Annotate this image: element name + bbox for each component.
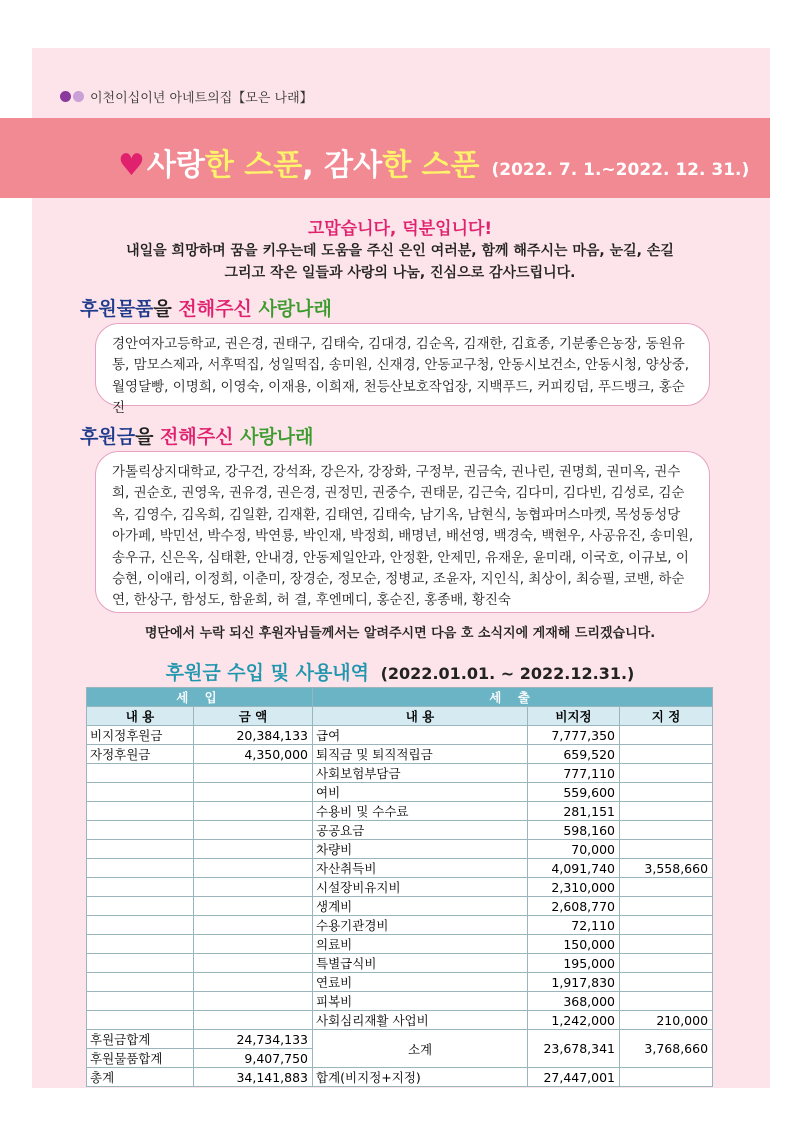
income-item [87, 973, 194, 992]
goods-total-label: 후원물품합계 [87, 1049, 194, 1068]
table-row [87, 954, 713, 973]
table-row [87, 916, 713, 935]
expense-unassigned: 70,000 [528, 840, 620, 859]
income-amount [194, 859, 313, 878]
expense-unassigned: 150,000 [528, 935, 620, 954]
combined-total-label: 합계(비지정+지정) [313, 1068, 528, 1087]
expense-unassigned: 281,151 [528, 802, 620, 821]
income-item: 비지정후원금 [87, 726, 194, 745]
finance-table [86, 687, 713, 1087]
expense-item: 시설장비유지비 [313, 878, 528, 897]
money-heading: 후원금 을 전해주신 사랑나래 [80, 426, 314, 448]
expense-item: 사회심리재활 사업비 [313, 1011, 528, 1030]
expense-item: 연료비 [313, 973, 528, 992]
goods-total-value: 9,407,750 [194, 1049, 313, 1068]
series-label [60, 87, 313, 106]
bullet-dot-dark [60, 91, 71, 102]
income-header: 세 입 [87, 688, 313, 707]
finance-title: 후원금 수입 및 사용내역 (2022.01.01. ~ 2022.12.31.) [165, 662, 635, 684]
series-text: 이천이십이년 아네트의집【모은 나래】 [90, 91, 313, 106]
intro-line-2: 그리고 작은 일들과 사랑의 나눔, 진심으로 감사드립니다. [224, 265, 576, 281]
table-row [87, 821, 713, 840]
column-header: 비지정 [528, 707, 620, 726]
income-amount [194, 992, 313, 1011]
thanks-heading: 고맙습니다, 덕분입니다! [307, 219, 493, 239]
table-row [87, 726, 713, 745]
expense-unassigned: 777,110 [528, 764, 620, 783]
goods-donor-list: 경안여자고등학교, 권은경, 권태구, 김태숙, 김대경, 김순옥, 김재한, 김효종, 기분좋은농장, 동원유통, 맘모스제과, 서후떡집, 성일떡집, 송미원, 신재경, 안동교구청, 안동시보건소, 안동시청, 양상중, 월영달빵, 이명희, 이영숙, 이재용, 이희재, 천등산보호작업장, 지백푸드, 커피킹덤, 푸드뱅크, 홍순진 [95, 323, 710, 406]
income-amount [194, 802, 313, 821]
table-row [87, 897, 713, 916]
expense-item: 사회보험부담금 [313, 764, 528, 783]
expense-item: 급여 [313, 726, 528, 745]
expense-assigned [620, 764, 713, 783]
table-row [87, 783, 713, 802]
income-amount: 20,384,133 [194, 726, 313, 745]
expense-unassigned: 598,160 [528, 821, 620, 840]
expense-assigned [620, 783, 713, 802]
grand-total-label: 총계 [87, 1068, 194, 1087]
expense-item: 퇴직금 및 퇴직적립금 [313, 745, 528, 764]
expense-item: 공공요금 [313, 821, 528, 840]
grand-total-value: 34,141,883 [194, 1068, 313, 1087]
expense-assigned [620, 745, 713, 764]
income-amount [194, 916, 313, 935]
income-item: 자정후원금 [87, 745, 194, 764]
income-item [87, 878, 194, 897]
expense-item: 자산취득비 [313, 859, 528, 878]
income-amount [194, 878, 313, 897]
income-item [87, 935, 194, 954]
expense-item: 여비 [313, 783, 528, 802]
table-row [87, 745, 713, 764]
table-row [87, 973, 713, 992]
expense-unassigned: 2,310,000 [528, 878, 620, 897]
notice-text: 명단에서 누락 되신 후원자님들께서는 알려주시면 다음 호 소식지에 게재해 드리겠습니다. [144, 626, 656, 641]
income-amount [194, 783, 313, 802]
income-amount: 4,350,000 [194, 745, 313, 764]
table-row [87, 802, 713, 821]
heart-icon: ♥ [118, 148, 145, 183]
expense-item: 생계비 [313, 897, 528, 916]
table-row [87, 840, 713, 859]
income-amount [194, 935, 313, 954]
main-title [118, 140, 749, 184]
expense-assigned [620, 954, 713, 973]
expense-unassigned: 72,110 [528, 916, 620, 935]
income-item [87, 1011, 194, 1030]
income-item [87, 954, 194, 973]
income-amount [194, 954, 313, 973]
expense-assigned [620, 935, 713, 954]
income-item [87, 916, 194, 935]
expense-unassigned: 7,777,350 [528, 726, 620, 745]
income-item [87, 840, 194, 859]
table-row [87, 1011, 713, 1030]
bullet-dot-light [73, 91, 84, 102]
title-word: 사랑 [146, 148, 205, 183]
expense-assigned [620, 973, 713, 992]
subtotal-unassigned: 23,678,341 [528, 1030, 620, 1068]
expense-item: 의료비 [313, 935, 528, 954]
expense-assigned: 3,558,660 [620, 859, 713, 878]
expense-assigned [620, 726, 713, 745]
expense-unassigned: 368,000 [528, 992, 620, 1011]
donation-total-value: 24,734,133 [194, 1030, 313, 1049]
expense-assigned [620, 821, 713, 840]
expense-item: 특별급식비 [313, 954, 528, 973]
money-donor-list: 가톨릭상지대학교, 강구건, 강석좌, 강은자, 강장화, 구정부, 권금숙, 권나린, 권명희, 권미옥, 권수희, 권순호, 권영욱, 권유경, 권은경, 권정민, 권중수, 권태문, 김근숙, 김다미, 김다빈, 김성로, 김순옥, 김영수, 김옥희, 김일환, 김재환, 김태연, 김태숙, 남기옥, 남현식, 농협파머스마켓, 목성동성당 아가페, 박민선, 박수정, 박연룡, 박인재, 박정희, 배명년, 배선영, 백경숙, 백현우, 사공유진, 송미원, 송우규, 신은옥, 심태환, 안내경, 안동제일안과, 안정환, 안제민, 유재운, 윤미래, 이국호, 이규보, 이승현, 이애리, 이정희, 이춘미, 장경순, 정모순, 정병교, 조윤자, 지인식, 최상이, 최승필, 코밴, 하순연, 한상구, 함성도, 함윤희, 허 결, 후엔메디, 홍순진, 홍종배, 황진숙 [95, 451, 710, 613]
expense-unassigned: 1,242,000 [528, 1011, 620, 1030]
income-amount [194, 1011, 313, 1030]
table-row [87, 859, 713, 878]
table-row [87, 935, 713, 954]
income-amount [194, 973, 313, 992]
empty-cell [620, 1068, 713, 1087]
title-period: (2022. 7. 1.~2022. 12. 31.) [491, 160, 750, 180]
expense-unassigned: 2,608,770 [528, 897, 620, 916]
expense-item: 수용기관경비 [313, 916, 528, 935]
donation-total-label: 후원금합계 [87, 1030, 194, 1049]
income-item [87, 764, 194, 783]
expense-item: 수용비 및 수수료 [313, 802, 528, 821]
expense-unassigned: 559,600 [528, 783, 620, 802]
income-item [87, 802, 194, 821]
column-header: 내 용 [87, 707, 194, 726]
expense-item: 피복비 [313, 992, 528, 1011]
intro-line-1: 내일을 희망하며 꿈을 키우는데 도움을 주신 은인 여러분, 함께 해주시는 마음, 눈길, 손길 [126, 243, 674, 259]
income-item [87, 783, 194, 802]
column-header: 내 용 [313, 707, 528, 726]
table-row [87, 878, 713, 897]
income-amount [194, 821, 313, 840]
expense-item: 차량비 [313, 840, 528, 859]
expense-unassigned: 659,520 [528, 745, 620, 764]
income-item [87, 859, 194, 878]
title-word: 한 스푼 [204, 148, 303, 183]
expense-unassigned: 1,917,830 [528, 973, 620, 992]
subtotal-assigned: 3,768,660 [620, 1030, 713, 1068]
expense-header: 세 출 [313, 688, 713, 707]
income-amount [194, 840, 313, 859]
column-header: 금 액 [194, 707, 313, 726]
expense-assigned [620, 802, 713, 821]
column-header: 지 정 [620, 707, 713, 726]
expense-unassigned: 195,000 [528, 954, 620, 973]
expense-assigned [620, 916, 713, 935]
expense-assigned [620, 878, 713, 897]
expense-assigned [620, 992, 713, 1011]
table-row [87, 764, 713, 783]
income-item [87, 992, 194, 1011]
title-word: 한 스푼 [382, 148, 480, 183]
expense-assigned [620, 897, 713, 916]
income-amount [194, 897, 313, 916]
expense-unassigned: 4,091,740 [528, 859, 620, 878]
expense-assigned [620, 840, 713, 859]
combined-total-value: 27,447,001 [528, 1068, 620, 1087]
table-row [87, 992, 713, 1011]
title-word: , 감사 [302, 148, 383, 183]
income-amount [194, 764, 313, 783]
income-item [87, 897, 194, 916]
income-item [87, 821, 194, 840]
subtotal-label: 소계 [313, 1030, 528, 1068]
expense-assigned: 210,000 [620, 1011, 713, 1030]
goods-heading: 후원물품 을 전해주신 사랑나래 [80, 298, 332, 320]
